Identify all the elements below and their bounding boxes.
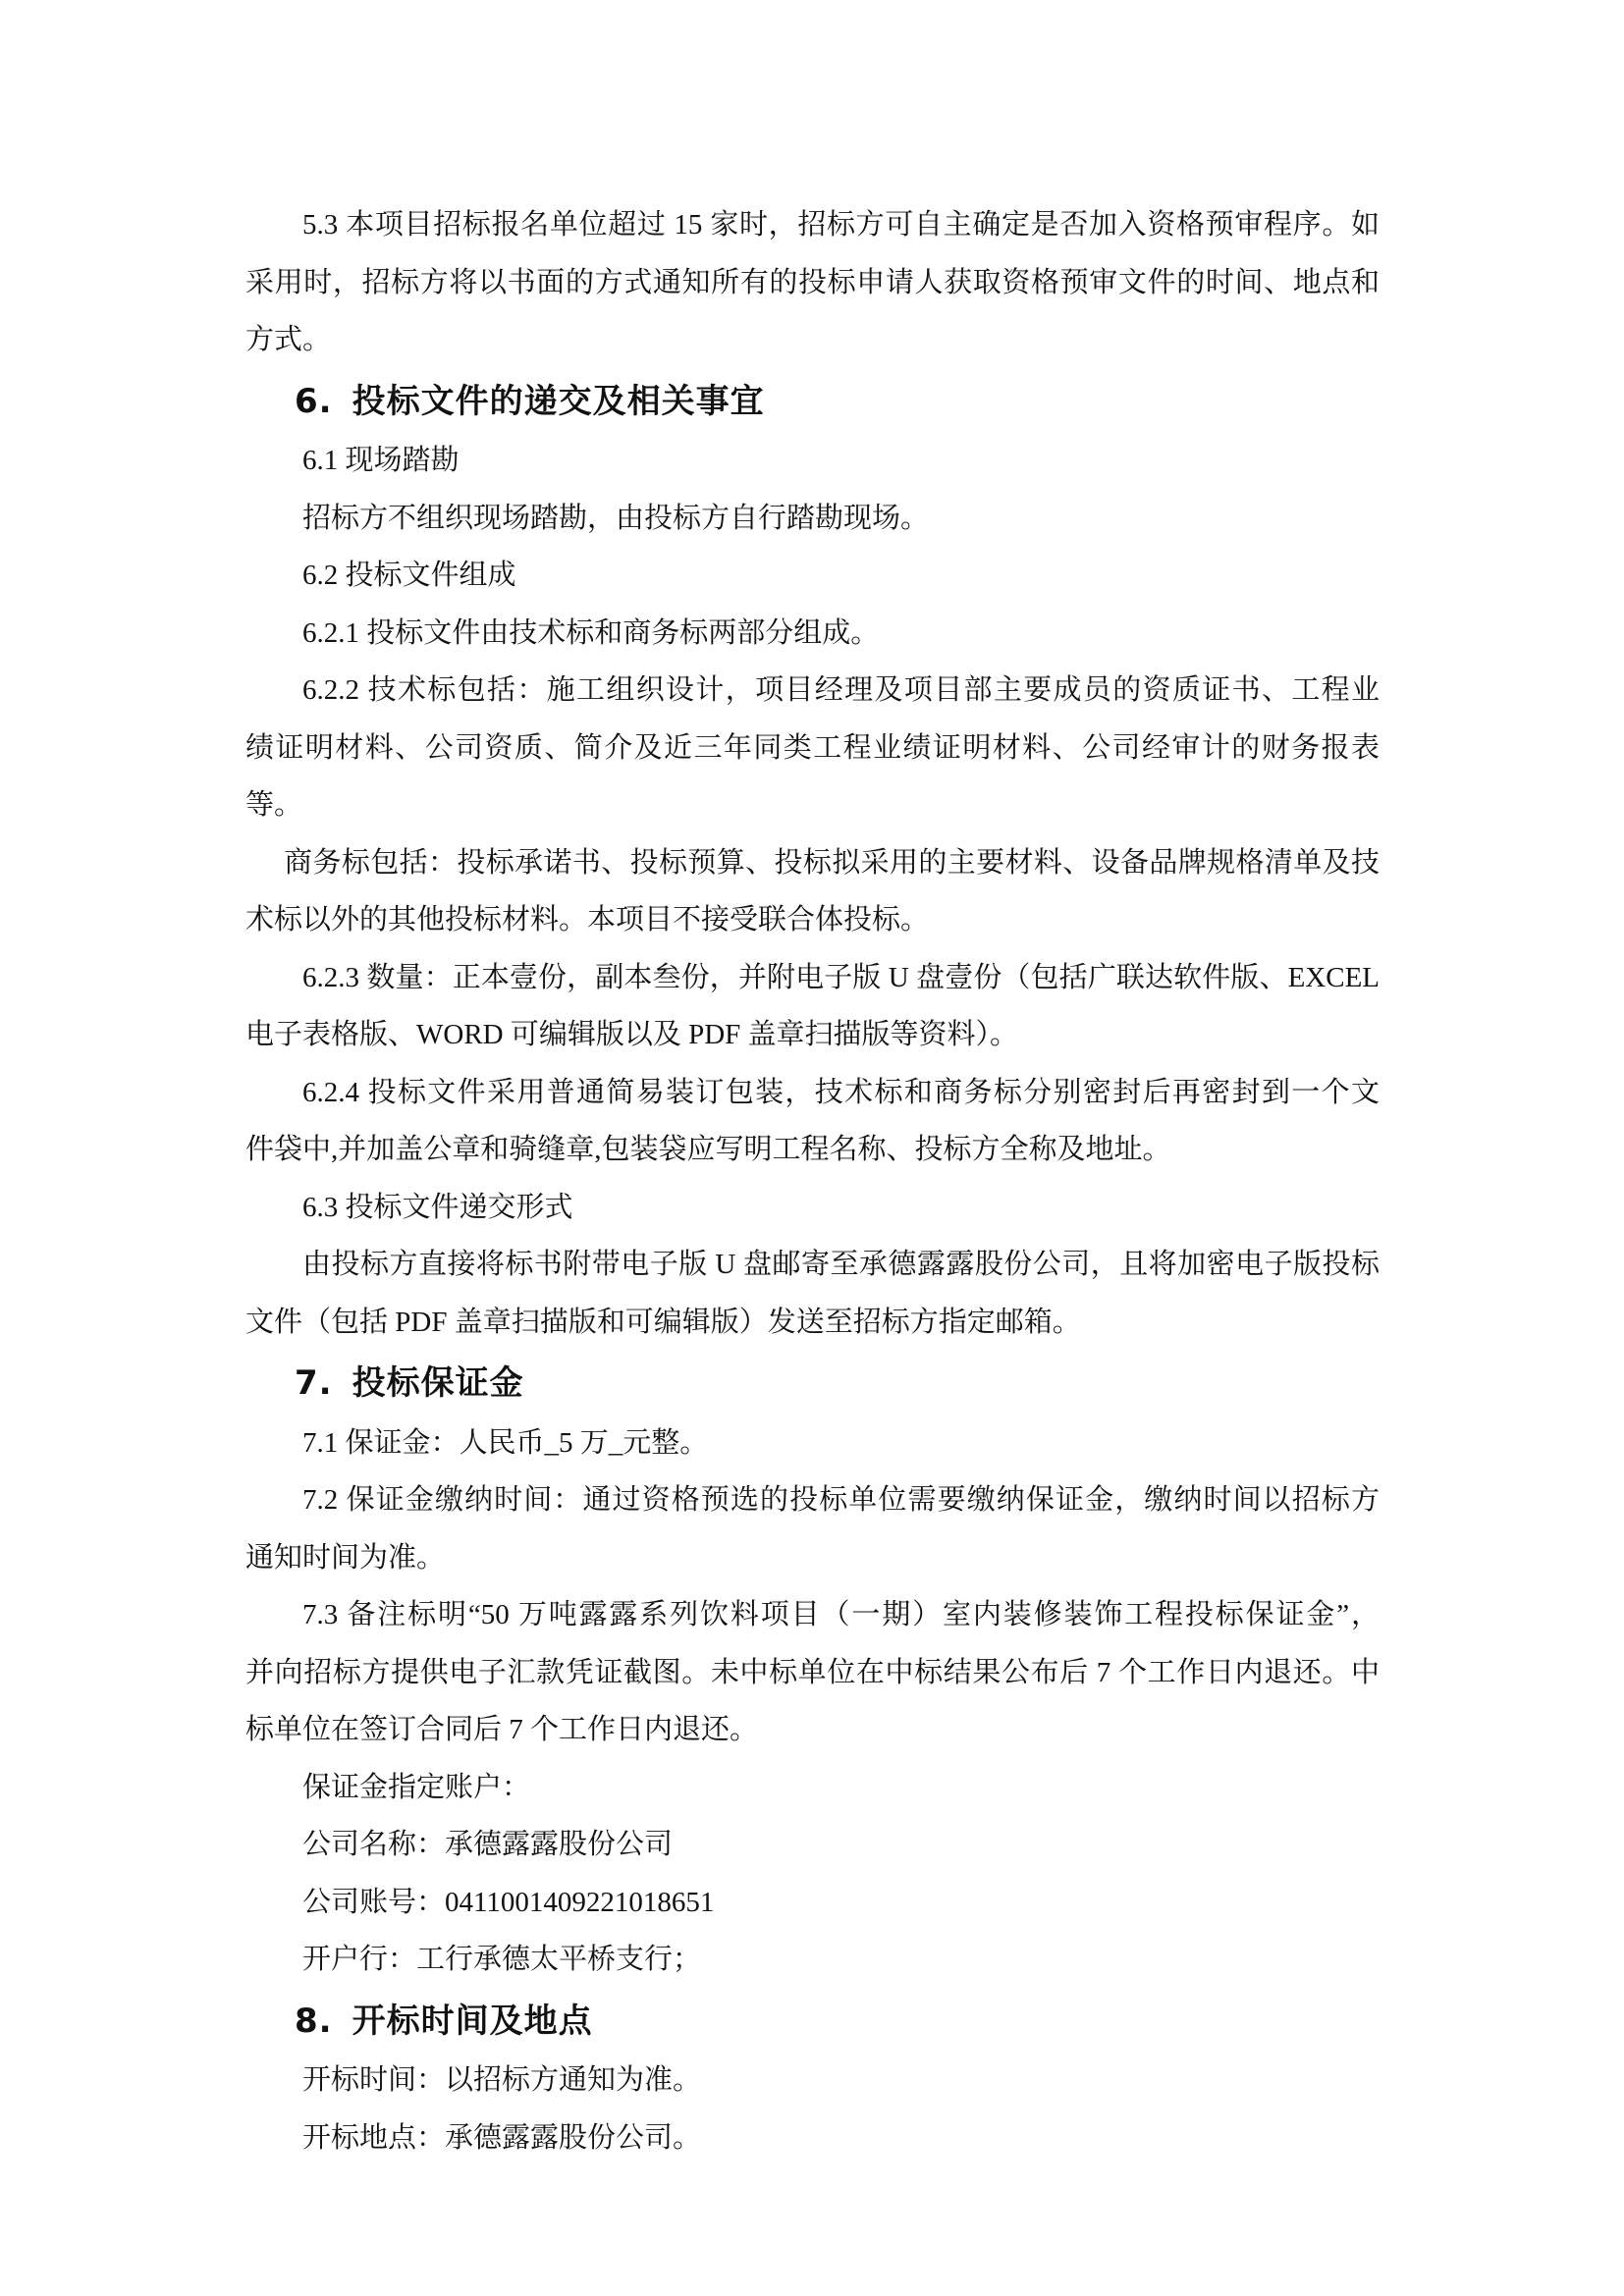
paragraph <box>245 2109 1380 2167</box>
section-heading <box>245 373 1380 431</box>
paragraph <box>245 2052 1380 2109</box>
text-line: 由投标方直接将标书附带电子版 U 盘邮寄至承德露露股份公司，且将加密电子版投标 <box>302 1249 1380 1280</box>
paragraph <box>245 547 1380 605</box>
paragraph <box>245 1759 1380 1817</box>
text-line: 绩证明材料、公司资质、简介及近三年同类工程业绩证明材料、公司经审计的财务报表等。 <box>245 731 1380 821</box>
paragraph <box>245 1236 1380 1351</box>
text-line: 6.2.1 投标文件由技术标和商务标两部分组成。 <box>302 616 880 649</box>
text-line: 7.3 备注标明“50 万吨露露系列饮料项目（一期）室内装修装饰工程投标保证金”， <box>302 1599 1380 1630</box>
text-line: 电子表格版、WORD 可编辑版以及 PDF 盖章扫描版等资料）。 <box>245 1019 1019 1050</box>
text-line: 5.3 本项目招标报名单位超过 15 家时，招标方可自主确定是否加入资格预审程序。如 <box>302 209 1380 240</box>
text-line: 7.1 保证金：人民币_5 万_元整。 <box>302 1426 709 1459</box>
text-line: 件袋中,并加盖公章和骑缝章,包装袋应写明工程名称、投标方全称及地址。 <box>245 1134 1171 1165</box>
text-line: 7.2 保证金缴纳时间：通过资格预选的投标单位需要缴纳保证金，缴纳时间以招标方 <box>302 1484 1380 1516</box>
paragraph <box>245 1816 1380 1874</box>
text-line: 6.3 投标文件递交形式 <box>302 1191 573 1223</box>
text-line: 并向招标方提供电子汇款凭证截图。未中标单位在中标结果公布后 7 个工作日内退还。中 <box>245 1656 1380 1688</box>
text-line: 6.2.3 数量：正本壹份，副本叁份，并附电子版 U 盘壹份（包括广联达软件版、EXCEL <box>302 961 1380 993</box>
text-line: 公司名称：承德露露股份公司 <box>302 1829 674 1860</box>
section-title: 开标时间及地点 <box>352 2001 593 2041</box>
text-line: 商务标包括：投标承诺书、投标预算、投标拟采用的主要材料、设备品牌规格清单及技 <box>284 846 1380 879</box>
text-line: 开标时间：以招标方通知为准。 <box>302 2064 702 2096</box>
paragraph <box>245 490 1380 548</box>
text-line: 6.2 投标文件组成 <box>302 560 516 591</box>
text-line: 保证金指定账户： <box>302 1771 531 1803</box>
section-title: 投标文件的递交及相关事宜 <box>352 381 765 421</box>
paragraph <box>245 1179 1380 1237</box>
text-line: 文件（包括 PDF 盖章扫描版和可编辑版）发送至招标方指定邮箱。 <box>245 1306 1081 1338</box>
paragraph <box>245 605 1380 663</box>
text-line: 开户行：工行承德太平桥支行； <box>302 1944 702 1975</box>
section-title: 投标保证金 <box>352 1363 524 1403</box>
text-line: 招标方不组织现场踏勘，由投标方自行踏勘现场。 <box>302 502 930 534</box>
text-line: 采用时，招标方将以书面的方式通知所有的投标申请人获取资格预审文件的时间、地点和 <box>245 266 1380 298</box>
section-heading <box>245 1355 1380 1413</box>
section-number: 8. <box>295 2001 333 2041</box>
text-line: 公司账号：0411001409221018651 <box>302 1886 715 1918</box>
paragraph <box>245 1931 1380 1989</box>
text-line: 6.2.4 投标文件采用普通简易装订包装，技术标和商务标分别密封后再密封到一个文 <box>302 1076 1380 1108</box>
text-line: 开标地点：承德露露股份公司。 <box>302 2121 702 2154</box>
text-line: 通知时间为准。 <box>245 1541 446 1574</box>
text-line: 6.1 现场踏勘 <box>302 445 460 476</box>
paragraph <box>245 1586 1380 1759</box>
section-number: 7. <box>295 1363 333 1403</box>
paragraph <box>245 1874 1380 1932</box>
text-line: 术标以外的其他投标材料。本项目不接受联合体投标。 <box>245 904 930 935</box>
paragraph <box>245 196 1380 369</box>
section-number: 6. <box>295 381 333 421</box>
text-line: 标单位在签订合同后 7 个工作日内退还。 <box>245 1714 759 1745</box>
text-line: 6.2.2 技术标包括：施工组织设计，项目经理及项目部主要成员的资质证书、工程业 <box>302 674 1380 706</box>
text-line: 方式。 <box>245 324 332 355</box>
paragraph <box>245 834 1380 949</box>
paragraph <box>245 1064 1380 1179</box>
section-heading <box>245 1993 1380 2051</box>
paragraph <box>245 1471 1380 1586</box>
paragraph <box>245 949 1380 1064</box>
paragraph <box>245 432 1380 490</box>
paragraph <box>245 662 1380 834</box>
paragraph <box>245 1415 1380 1472</box>
